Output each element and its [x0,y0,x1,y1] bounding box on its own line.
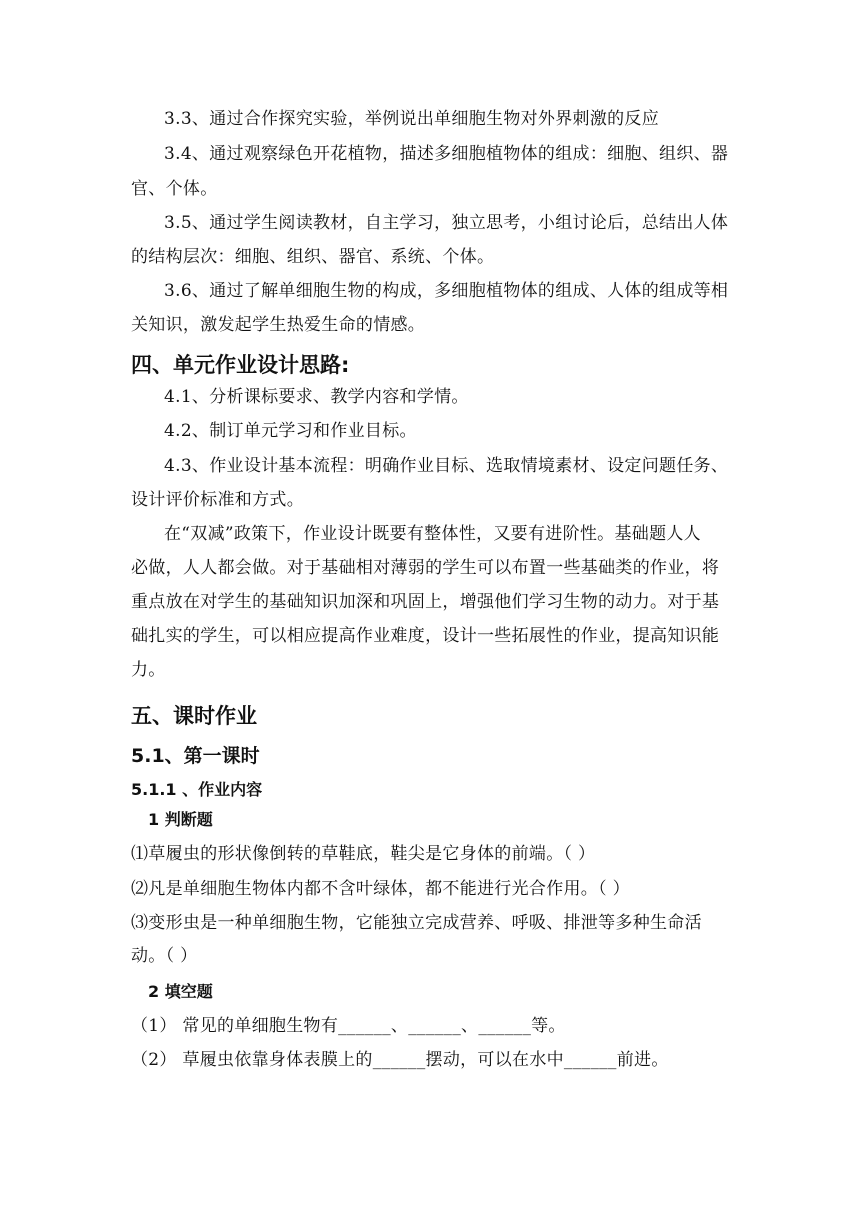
paragraph-line-2: 必做，人人都会做。对于基础相对薄弱的学生可以布置一些基础类的作业，将 [131,558,720,578]
objective-3-5-line-1: 3.5、通过学生阅读教材，自主学习，独立思考，小组讨论后，总结出人体 [164,213,729,233]
objective-3-4-line-2: 官、个体。 [131,179,218,199]
objective-3-3: 3.3、通过合作探究实验，举例说出单细胞生物对外界刺激的反应 [164,109,660,129]
judge-question-1: ⑴草履虫的形状像倒转的草鞋底，鞋尖是它身体的前端。（ ） [131,844,596,864]
paragraph-line-1: 在“双减”政策下，作业设计既要有整体性，又要有进阶性。基础题人人 [164,524,701,544]
judge-question-3-line-1: ⑶变形虫是一种单细胞生物，它能独立完成营养、呼吸、排泄等多种生命活 [131,913,702,933]
section-5-heading: 五、课时作业 [131,704,257,728]
judge-question-2: ⑵凡是单细胞生物体内都不含叶绿体，都不能进行光合作用。（ ） [131,879,630,899]
item-4-1: 4.1、分析课标要求、教学内容和学情。 [164,387,469,407]
paragraph-line-5: 力。 [131,660,166,680]
item-4-3-line-1: 4.3、作业设计基本流程：明确作业目标、选取情境素材、设定问题任务、 [164,456,729,476]
lesson-heading: 5.1、第一课时 [131,745,260,767]
paragraph-line-4: 础扎实的学生，可以相应提高作业难度，设计一些拓展性的作业，提高知识能 [131,626,720,646]
fill-question-1: （1） 常见的单细胞生物有______、______、______等。 [131,1016,566,1036]
objective-3-6-line-2: 关知识，激发起学生热爱生命的情感。 [131,315,426,335]
judge-question-3-line-2: 动。（ ） [131,946,198,966]
objective-3-5-line-2: 的结构层次：细胞、组织、器官、系统、个体。 [131,247,495,267]
section-4-heading: 四、单元作业设计思路: [131,353,350,377]
item-4-3-line-2: 设计评价标准和方式。 [131,490,304,510]
item-4-2: 4.2、制订单元学习和作业目标。 [164,421,417,441]
fill-section-title: 2 填空题 [148,982,213,1001]
content-heading: 5.1.1 、作业内容 [131,780,263,799]
objective-3-6-line-1: 3.6、通过了解单细胞生物的构成，多细胞植物体的组成、人体的组成等相 [164,281,729,301]
paragraph-line-3: 重点放在对学生的基础知识加深和巩固上，增强他们学习生物的动力。对于基 [131,592,720,612]
objective-3-4-line-1: 3.4、通过观察绿色开花植物，描述多细胞植物体的组成：细胞、组织、器 [164,144,729,164]
fill-question-2: （2） 草履虫依靠身体表膜上的______摆动，可以在水中______前进。 [131,1050,669,1070]
judge-section-title: 1 判断题 [148,810,213,829]
